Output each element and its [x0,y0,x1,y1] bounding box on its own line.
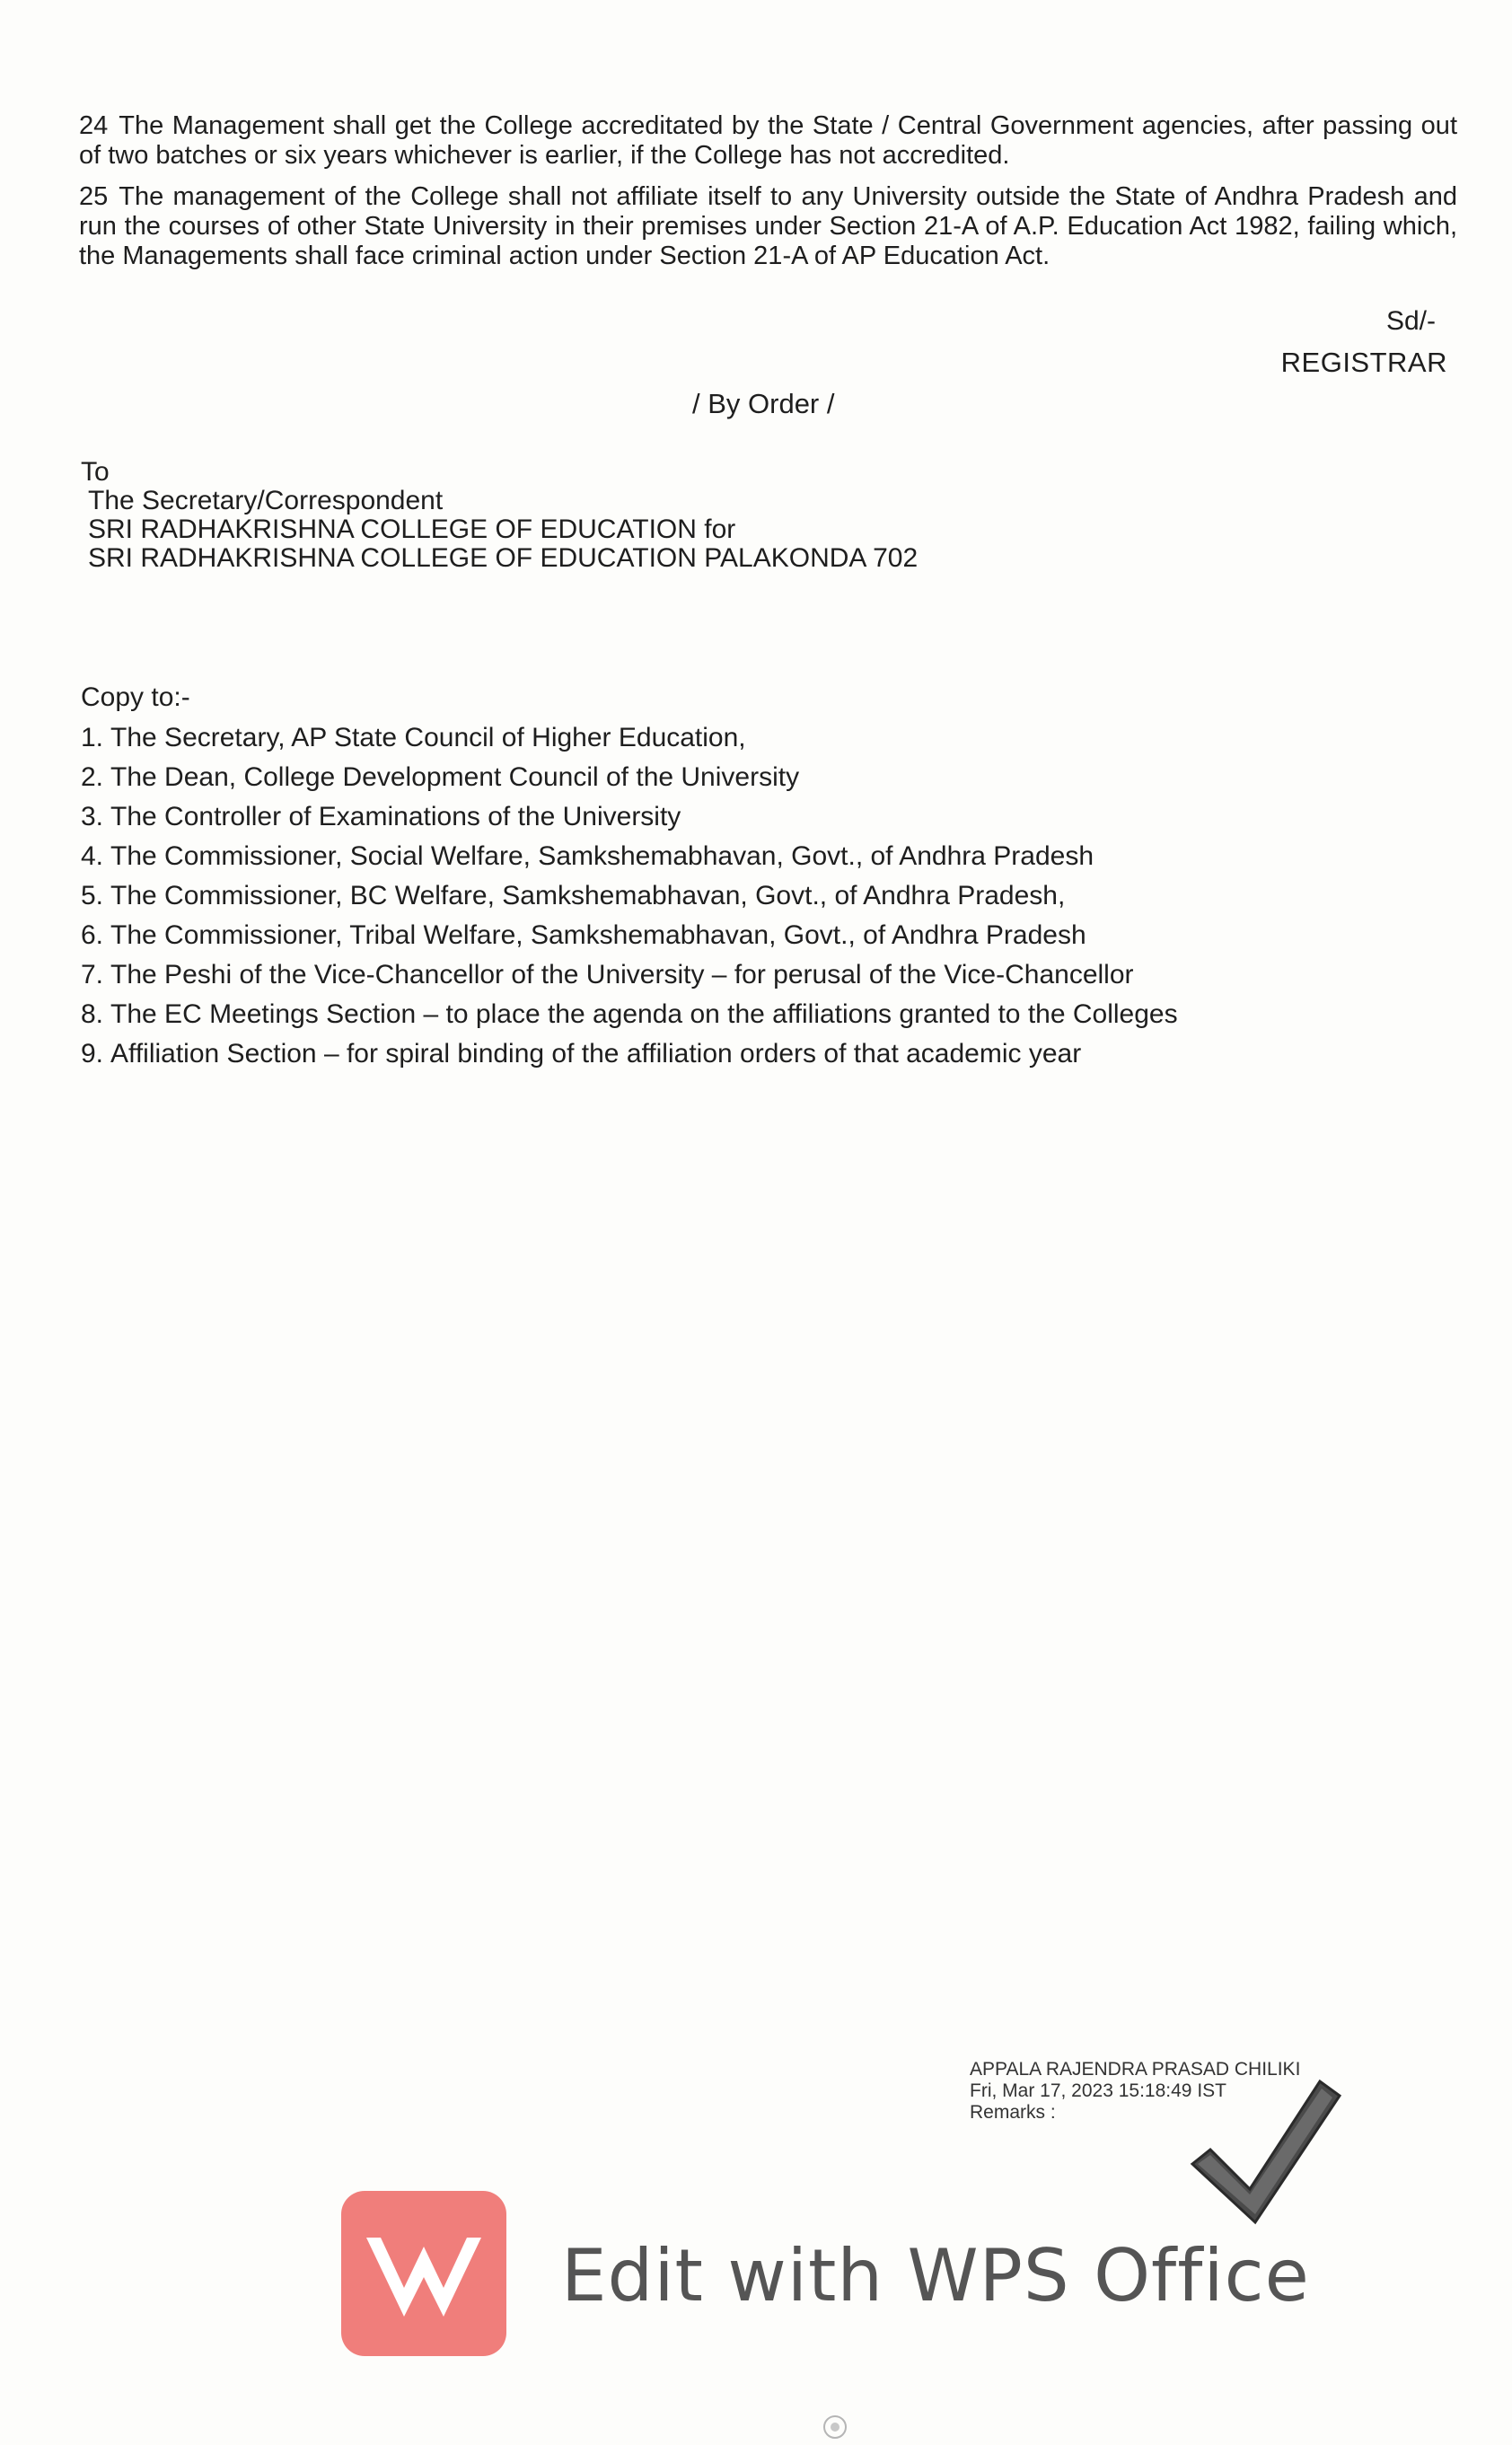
item-text: The Commissioner, Tribal Welfare, Samkshemabhavan, Govt., of Andhra Pradesh [110,920,1086,950]
item-text: The Controller of Examinations of the University [110,802,681,831]
registrar-title: REGISTRAR [1280,347,1447,378]
addressee-college: SRI RADHAKRISHNA COLLEGE OF EDUCATION for [88,515,736,544]
addressee-title: The Secretary/Correspondent [88,486,444,515]
addressee-address: SRI RADHAKRISHNA COLLEGE OF EDUCATION PALAKONDA 702 [88,543,919,573]
copy-to-heading: Copy to:- [81,682,190,712]
item-number: 5. [81,881,104,910]
list-item [81,837,1178,876]
item-number: 4. [81,841,104,871]
paragraph-25 [79,182,1457,271]
item-number: 6. [81,920,104,950]
item-text: The Commissioner, Social Welfare, Samkshemabhavan, Govt., of Andhra Pradesh [110,841,1094,871]
list-item [81,718,1178,758]
item-text: The Peshi of the Vice-Chancellor of the University – for perusal of the Vice-Chancellor [110,960,1134,989]
paragraph-text: The Management shall get the College accreditated by the State / Central Government agencies, after passing out of two batches or six years whichever is earlier, if the College has not accredited. [79,111,1457,170]
copy-to-list [81,718,1178,1074]
paragraph-number: 25 [79,182,109,211]
item-number: 8. [81,999,104,1029]
item-text: The Dean, College Development Council of the University [110,762,800,792]
sign-datetime: Fri, Mar 17, 2023 15:18:49 IST [970,2080,1226,2101]
item-number: 1. [81,723,104,752]
to-label: To [81,457,110,487]
item-text: Affiliation Section – for spiral binding of the affiliation orders of that academic year [110,1039,1082,1069]
checkmark-icon [1185,2074,1342,2227]
item-number: 2. [81,762,104,792]
sign-remarks: Remarks : [970,2102,1056,2123]
by-order: / By Order / [692,388,835,419]
addressee-block [81,458,918,573]
item-text: The Commissioner, BC Welfare, Samkshemabhavan, Govt., of Andhra Pradesh, [110,881,1066,910]
list-item [81,995,1178,1034]
item-number: 7. [81,960,104,989]
list-item [81,916,1178,955]
item-text: The Secretary, AP State Council of Higher Education, [110,723,746,752]
item-number: 3. [81,802,104,831]
paragraph-number: 24 [79,111,109,140]
list-item [81,797,1178,837]
paragraph-text: The management of the College shall not affiliate itself to any University outside the State of Andhra Pradesh and run the courses of other State University in their premises under Section 21-A of A.P. Education Act 1982, failing which, the Managements shall face criminal action under Section 21-A of AP Education Act. [79,182,1457,270]
wps-watermark-text: Edit with WPS Office [561,2234,1310,2317]
wps-logo-icon [341,2191,506,2356]
list-item [81,1034,1178,1074]
list-item [81,876,1178,916]
list-item [81,758,1178,797]
item-number: 9. [81,1039,104,1069]
scan-mark-icon [817,2409,853,2445]
signer-name: APPALA RAJENDRA PRASAD CHILIKI [970,2059,1301,2080]
sd-mark: Sd/- [1385,306,1436,336]
item-text: The EC Meetings Section – to place the agenda on the affiliations granted to the Colleges [110,999,1178,1029]
list-item [81,955,1178,995]
paragraph-24 [79,111,1457,171]
